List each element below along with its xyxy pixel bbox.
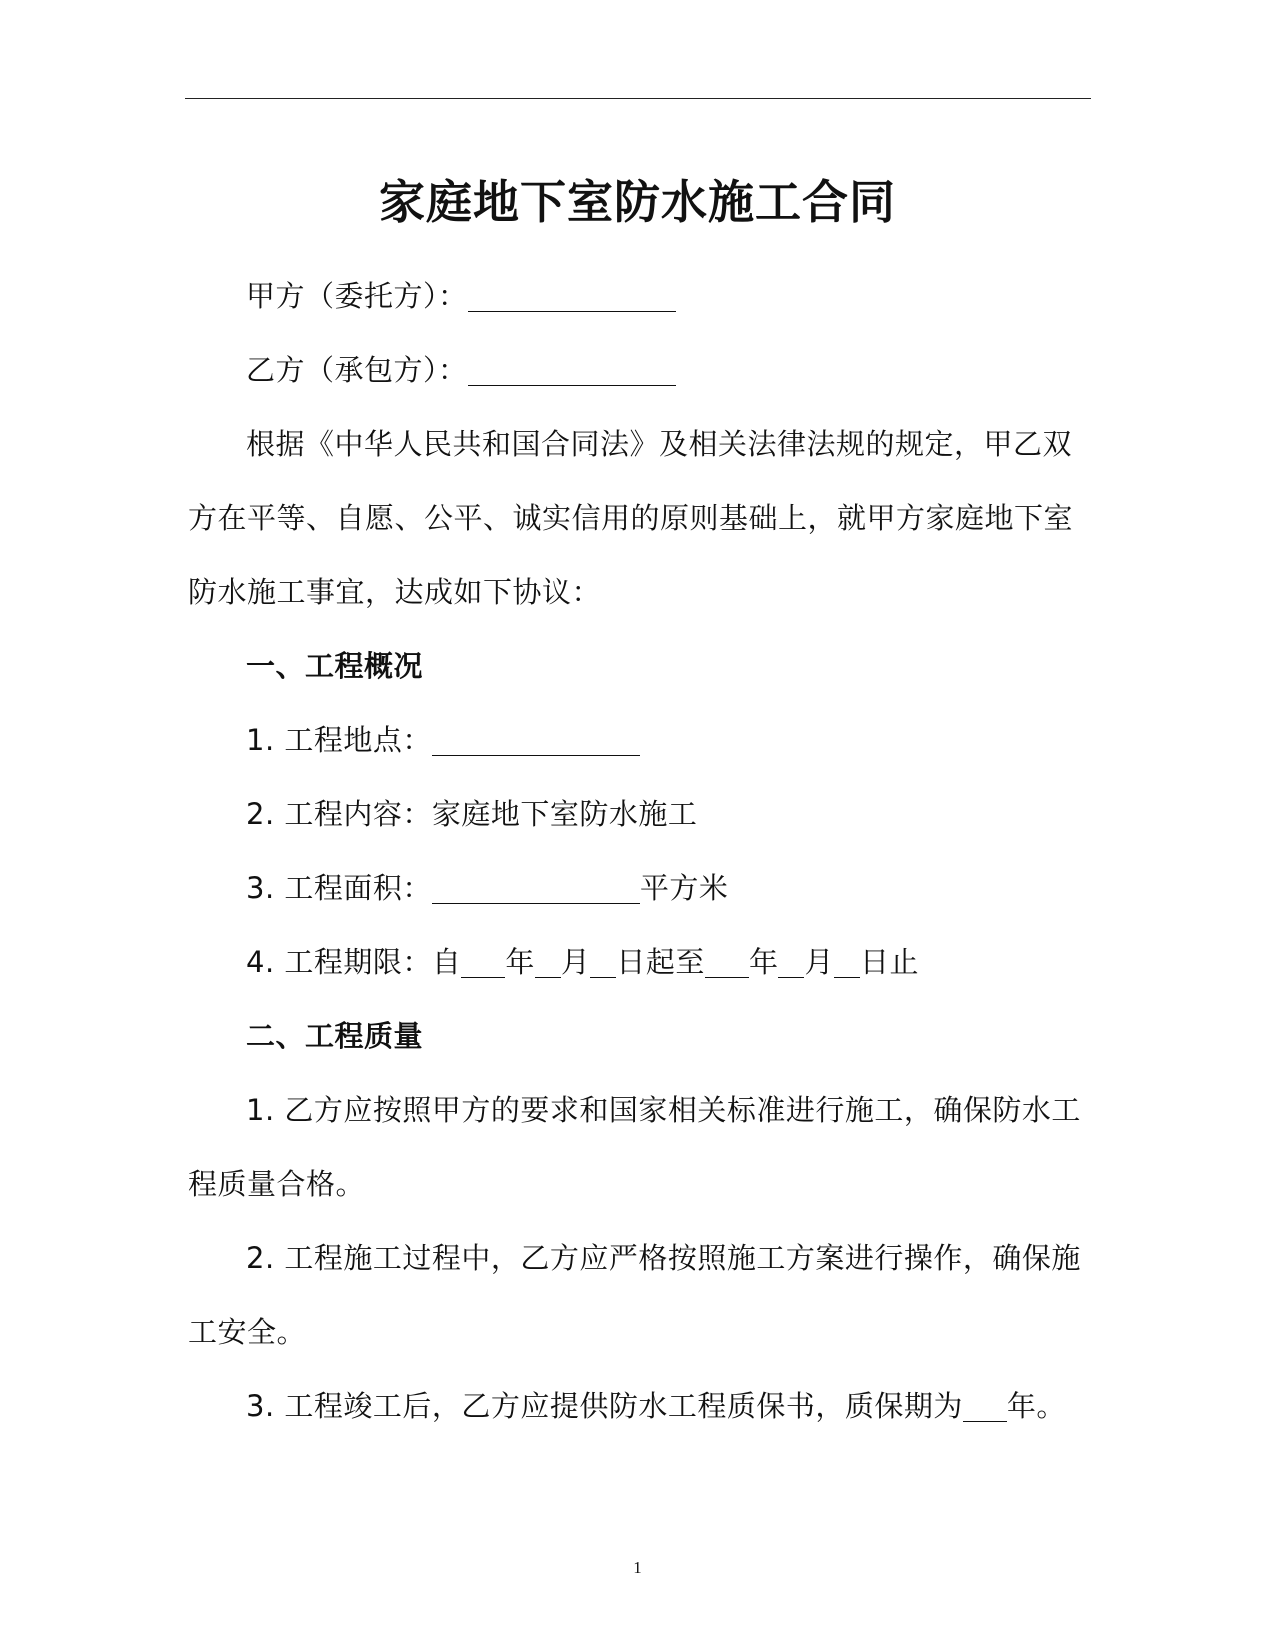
start-day-label: 日起至: [616, 945, 705, 979]
section-2-item-2-line-1: 2. 工程施工过程中，乙方应严格按照施工方案进行操作，确保施: [246, 1241, 1081, 1275]
party-b-label: 乙方（承包方）：: [246, 353, 468, 387]
section-1-item-3: [246, 868, 728, 908]
warranty-years-blank: [963, 1391, 1007, 1422]
start-month-label: 月: [560, 945, 591, 979]
start-day-blank: [590, 947, 616, 978]
page-number: 1: [633, 1558, 642, 1577]
location-label: 1. 工程地点：: [246, 723, 432, 757]
end-year-label: 年: [748, 945, 779, 979]
end-day-blank: [834, 947, 860, 978]
intro-line-3: 防水施工事宜，达成如下协议：: [188, 575, 602, 609]
warranty-prefix: 3. 工程竣工后，乙方应提供防水工程质保书，质保期为: [246, 1389, 963, 1423]
intro-line-1: 根据《中华人民共和国合同法》及相关法律法规的规定，甲乙双: [246, 427, 1073, 461]
section-1-item-2: 2. 工程内容：家庭地下室防水施工: [246, 797, 698, 831]
section-1-item-1: [246, 720, 640, 760]
end-year-blank: [705, 947, 749, 978]
section-1-item-4: [246, 942, 919, 982]
header-rule: [185, 98, 1091, 99]
area-blank: [432, 873, 640, 904]
end-month-blank: [778, 947, 804, 978]
end-month-label: 月: [804, 945, 834, 979]
document-title: 家庭地下室防水施工合同: [379, 175, 896, 229]
party-b-blank: [468, 355, 676, 386]
section-2-item-3: [246, 1386, 1066, 1426]
start-month-blank: [535, 947, 561, 978]
party-b-line: [246, 350, 676, 390]
section-1-heading: 一、工程概况: [246, 649, 424, 683]
location-blank: [432, 725, 640, 756]
party-a-line: [246, 276, 676, 316]
party-a-label: 甲方（委托方）：: [246, 279, 468, 313]
section-2-item-1-line-1: 1. 乙方应按照甲方的要求和国家相关标准进行施工，确保防水工: [246, 1093, 1081, 1127]
section-2-item-1-line-2: 程质量合格。: [188, 1167, 366, 1201]
end-day-label: 日止: [859, 945, 919, 979]
start-year-label: 年: [505, 945, 535, 979]
party-a-blank: [468, 281, 676, 312]
start-year-blank: [461, 947, 505, 978]
section-2-item-2-line-2: 工安全。: [188, 1315, 307, 1349]
warranty-suffix: 年。: [1006, 1389, 1066, 1423]
section-2-heading: 二、工程质量: [246, 1019, 424, 1053]
area-label: 3. 工程面积：: [246, 871, 432, 905]
area-unit: 平方米: [639, 871, 729, 905]
intro-line-2: 方在平等、自愿、公平、诚实信用的原则基础上，就甲方家庭地下室: [188, 501, 1074, 535]
period-prefix: 4. 工程期限：自: [246, 945, 462, 979]
